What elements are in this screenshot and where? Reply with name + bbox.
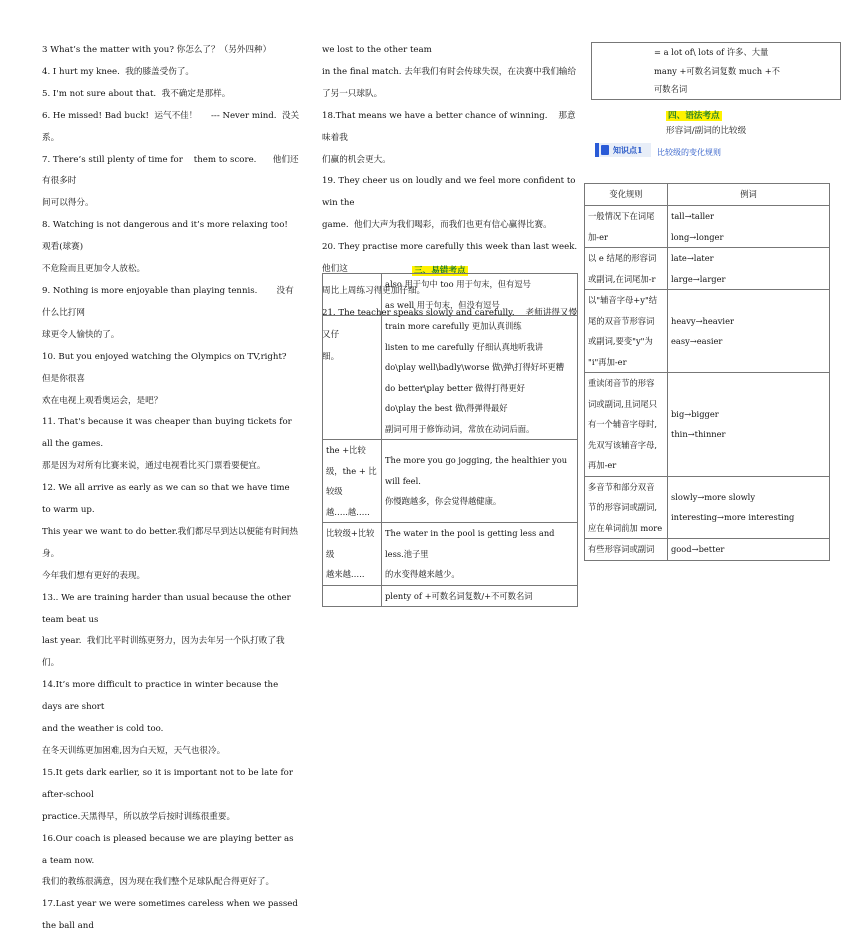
text-line: 15.It gets dark earlier, so it is important not to be late for after-school [42,767,296,800]
right-cell [382,523,578,586]
cell-line: 有些形容词或副词 [588,544,655,554]
cell-line: 重读闭音节的形容 [588,378,655,388]
text-line: 7. There’s still plenty of time for them to score. 他们还有很多时 [42,154,299,187]
section-4-subtitle: 形容词/副词的比较级 [666,126,747,136]
cell-line: thin→thinner [671,429,726,440]
text-line: and the weather is cold too. [42,724,164,735]
cell-line: 以"辅音字母+y"结 [588,295,658,305]
right-cell [382,274,578,316]
cell-line: 越…..越….. [326,506,370,517]
cell-line: 词或副词,且词尾只 [588,398,658,409]
comparative-rules-table [584,183,830,561]
rule-cell [585,206,668,248]
table-row [585,290,830,373]
left-cell [323,440,382,523]
left-cell [323,316,382,440]
cell-line: 的水变得越来越少。 [385,569,460,579]
table-row [592,43,841,100]
cell-line: as well 用于句末，但没有逗号 [385,299,500,310]
cell-line: slowly→more slowly [671,491,756,502]
example-cell [668,539,830,561]
text-line: 19. They cheer us on loudly and we feel more confident to win the [322,176,579,209]
cell-line: 比较级+比较级 [326,528,375,559]
cell-line: 尾的双音节形容词 [588,315,655,326]
rule-cell [585,476,668,539]
text-line: 今年我们想有更好的表现。 [42,570,146,581]
cell-line: 一般情况下在词尾 [588,211,655,221]
knowledge-point-label: 知识点1 [613,145,643,155]
cell-line: interesting→more interesting [671,512,795,523]
text-line: 那是因为对所有比赛来说，通过电视看比买门票看要便宜。 [42,461,266,472]
table-row [585,476,830,539]
rule-cell [585,290,668,373]
cell-line: plenty of +可数名词复数/+不可数名词 [385,590,533,601]
text-line: 17.Last year we were sometimes careless when we passed the ball and [42,899,301,932]
book-icon [601,145,609,155]
text-line: 细。 [322,351,340,362]
header-rule: 变化规则 [585,184,668,206]
text-line: 不危险而且更加令人放松。 [42,264,146,275]
table-row [323,316,578,440]
table-row [323,440,578,523]
rule-cell [585,248,668,290]
text-line: 3 What’s the matter with you? 你怎么了？（另外四种） [42,45,272,55]
cell-line: = a lot of\ lots of 许多、大量 [654,47,769,57]
cell-line: do\play well\badly\worse 做\弹\打得好坏更糟 [385,362,564,372]
text-line: 11. That's because it was cheaper than buying tickets for all the games. [42,417,295,450]
left-column-text [42,40,305,938]
text-line: 们赢的机会更大。 [322,154,391,165]
knowledge-point-badge [595,143,651,157]
cell-line: easy→easier [671,336,723,346]
right-cell [382,316,578,440]
right-cell [382,585,578,607]
text-line: 我们的教练很满意，因为现在我们整个足球队配合得更好了。 [42,877,275,888]
rule-cell [585,373,668,477]
cell-line: late→later [671,253,714,263]
cell-line: heavy→heavier [671,315,734,326]
section-4-title: 四、语法考点 [668,111,720,121]
example-cell [668,290,830,373]
text-line: 12. We all arrive as early as we can so that we have time to warm up. [42,483,293,516]
text-line: 5. I'm not sure about that. 我不确定是那样。 [42,88,231,99]
cell-line: 副词可用于修饰动词，常放在动词后面。 [385,423,535,434]
text-line: 16.Our coach is pleased because we are playing better as a team now. [42,833,297,866]
text-line: 20. They practise more carefully this week than last week. 他们这 [322,242,583,275]
text-line: 18.That means we have a better chance of winning. 那意味着我 [322,110,576,143]
table-row [585,373,830,477]
cell-line: 有一个辅音字母时, [588,419,658,429]
cell-line: 或副词,要变"y"为 [588,336,653,346]
cell-line: train more carefully 更加认真训练 [385,321,522,331]
knowledge-point-title: 比较级的变化规则 [657,148,721,157]
rule-cell [585,539,668,561]
plenty-of-table [591,42,841,100]
table-row [323,585,578,607]
text-line: 8. Watching is not dangerous and it’s more relaxing too! 观看(球赛) [42,220,305,253]
text-line: 14.It’s more difficult to practice in winter because the days are short [42,680,281,713]
example-cell [668,476,830,539]
text-line: last year. 我们比平时训练更努力，因为去年另一个队打败了我们。 [42,636,285,669]
text-line: 6. He missed! Bad buck! 运气不佳！ --- Never mind. 没关系。 [42,110,300,143]
cell-line: big→bigger [671,408,719,419]
text-line: 了另一只球队。 [322,88,383,99]
text-line: This year we want to do better.我们都尽早到达以便能有时间热身。 [42,526,298,559]
cell-line: do better\play better 做得打得更好 [385,382,525,393]
section-4-heading [666,103,722,122]
cell-line: "i"再加-er [588,356,627,367]
cell-line: 多音节和部分双音 [588,481,655,492]
cell-line: do\play the best 做\得弹得最好 [385,403,508,413]
cell-line: 加-er [588,231,608,242]
text-line: 4. I hurt my knee. 我的膝盖受伤了。 [42,66,195,77]
left-cell [323,274,382,316]
table-row [585,539,830,561]
text-line: 间可以得分。 [42,198,94,209]
section-3-title: 三、易错考点 [414,266,466,276]
cell-line: good→better [671,544,725,554]
text-line: 13.. We are training harder than usual because the other team beat us [42,592,294,625]
text-line: 9. Nothing is more enjoyable than playing tennis. 没有什么比打网 [42,285,294,318]
left-cell [323,585,382,607]
cell-line: 应在单词前加 more [588,522,663,533]
cell-line: 或副词,在词尾加-r [588,273,656,284]
cell-line: tall→taller [671,211,715,221]
cell-line: The more you go jogging, the healthier you will feel. [385,455,568,486]
text-line: 21. The teacher speaks slowly and carefully. 老师讲得又慢又仔 [322,307,578,340]
text-line: we lost to the other team [322,45,432,55]
cell-line: long→longer [671,231,724,242]
header-example: 例词 [668,184,830,206]
error-prone-table [322,273,578,607]
example-cell [668,373,830,477]
cell-line: large→larger [671,273,726,284]
cell-line: also 用于句中 too 用于句末，但有逗号 [385,279,531,289]
table-row [585,248,830,290]
left-cell [323,523,382,586]
text-line: 周比上周练习得更加仔细。 [322,285,426,296]
table-row [323,523,578,586]
text-line: 欢在电视上观看奥运会，是吧？ [42,395,163,406]
cell-line: 越来越….. [326,569,365,579]
cell-line: many +可数名词复数 much +不可数名词 [654,65,780,94]
cell-line: the +比较级，the + 比较级 [326,445,377,496]
cell-line: 先双写该辅音字母, [588,439,658,450]
text-line: game. 他们大声为我们喝彩，而我们也更有信心赢得比赛。 [322,220,552,231]
cell-line: 以 e 结尾的形容词 [588,253,657,263]
text-line: 在冬天训练更加困难,因为白天短，天气也很冷。 [42,746,226,756]
cell-line: The water in the pool is getting less and less.池子里 [385,528,555,559]
table-row [585,206,830,248]
text-line: 10. But you enjoyed watching the Olympics on TV,right? 但是你很喜 [42,351,292,384]
right-cell [382,440,578,523]
table-row [323,274,578,316]
cell-line: 再加-er [588,460,617,470]
example-cell [668,248,830,290]
text-line: in the final match. 去年我们有时会传球失误，在决赛中我们输给 [322,66,577,77]
cell-line: listen to me carefully 仔细认真地听我讲 [385,341,544,352]
cell-line: 你慢跑越多，你会觉得越健康。 [385,496,502,507]
text-line: practice.天黑得早，所以放学后按时训练很重要。 [42,811,236,822]
text-line: 球更令人愉快的了。 [42,329,120,340]
note-cell [592,43,841,100]
cell-line: 节的形容词或副词, [588,502,658,512]
example-cell [668,206,830,248]
